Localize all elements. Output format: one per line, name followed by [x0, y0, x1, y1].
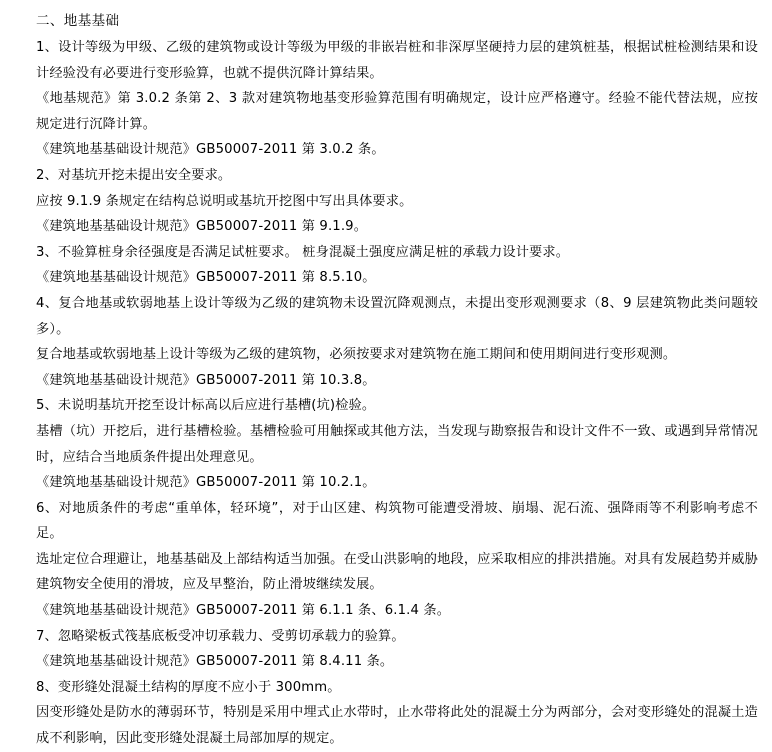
item-2-body: 应按 9.1.9 条规定在结构总说明或基坑开挖图中写出具体要求。 [36, 193, 413, 209]
item-1-body: 《地基规范》第 3.0.2 条第 2、3 款对建筑物地基变形验算范围有明确规定，设计应严格遵守。经验不能代替法规，应按规定进行沉降计算。 [36, 91, 758, 132]
item-5-spec: 《建筑地基基础设计规范》GB50007-2011 第 10.2.1。 [36, 475, 376, 491]
item-1-spec: 《建筑地基基础设计规范》GB50007-2011 第 3.0.2 条。 [36, 142, 385, 158]
item-8-title: 8、变形缝处混凝土结构的厚度不应小于 300mm。 [36, 679, 341, 695]
item-4-body: 复合地基或软弱地基上设计等级为乙级的建筑物，必须按要求对建筑物在施工期间和使用期间进行变形观测。 [36, 347, 677, 363]
item-2-title: 2、对基坑开挖未提出安全要求。 [36, 167, 232, 183]
page-title: 二、地基基础 [36, 13, 120, 29]
item-4-spec: 《建筑地基基础设计规范》GB50007-2011 第 10.3.8。 [36, 372, 376, 388]
item-8-body: 因变形缝处是防水的薄弱环节，特别是采用中埋式止水带时，止水带将此处的混凝土分为两部分，会对变形缝处的混凝土造成不利影响，因此变形缝处混凝土局部加厚的规定。 [36, 705, 758, 747]
item-5-title: 5、未说明基坑开挖至设计标高以后应进行基槽(坑)检验。 [36, 398, 376, 414]
item-5-body: 基槽（坑）开挖后，进行基槽检验。基槽检验可用触探或其他方法，当发现与勘察报告和设计文件不一致、或遇到异常情况时，应结合当地质条件提出处理意见。 [36, 423, 758, 465]
item-6-body: 选址定位合理避让，地基基础及上部结构适当加强。在受山洪影响的地段，应采取相应的排洪措施。对具有发展趋势并威胁建筑物安全使用的滑坡，应及早整治，防止滑坡继续发展。 [36, 551, 758, 593]
item-7-spec: 《建筑地基基础设计规范》GB50007-2011 第 8.4.11 条。 [36, 654, 394, 670]
item-2-spec: 《建筑地基基础设计规范》GB50007-2011 第 9.1.9。 [36, 219, 368, 235]
item-6-title: 6、对地质条件的考虑“重单体，轻环境”，对于山区建、构筑物可能遭受滑坡、崩塌、泥石流、强降雨等不利影响考虑不足。 [36, 500, 758, 542]
item-3-title: 3、不验算桩身余径强度是否满足试桩要求。 桩身混凝土强度应满足桩的承载力设计要求。 [36, 244, 570, 260]
item-3-spec: 《建筑地基基础设计规范》GB50007-2011 第 8.5.10。 [36, 270, 376, 286]
item-7-title: 7、忽略梁板式筏基底板受冲切承载力、受剪切承载力的验算。 [36, 628, 405, 644]
item-4-title: 4、复合地基或软弱地基上设计等级为乙级的建筑物未设置沉降观测点，未提出变形观测要求（8、9 层建筑物此类问题较多）。 [36, 295, 758, 337]
item-1-title: 1、设计等级为甲级、乙级的建筑物或设计等级为甲级的非嵌岩桩和非深厚坚硬持力层的建筑桩基，根据试桩检测结果和设计经验没有必要进行变形验算，也就不提供沉降计算结果。 [36, 40, 758, 81]
item-6-spec: 《建筑地基基础设计规范》GB50007-2011 第 6.1.1 条、6.1.4 条。 [36, 603, 451, 619]
